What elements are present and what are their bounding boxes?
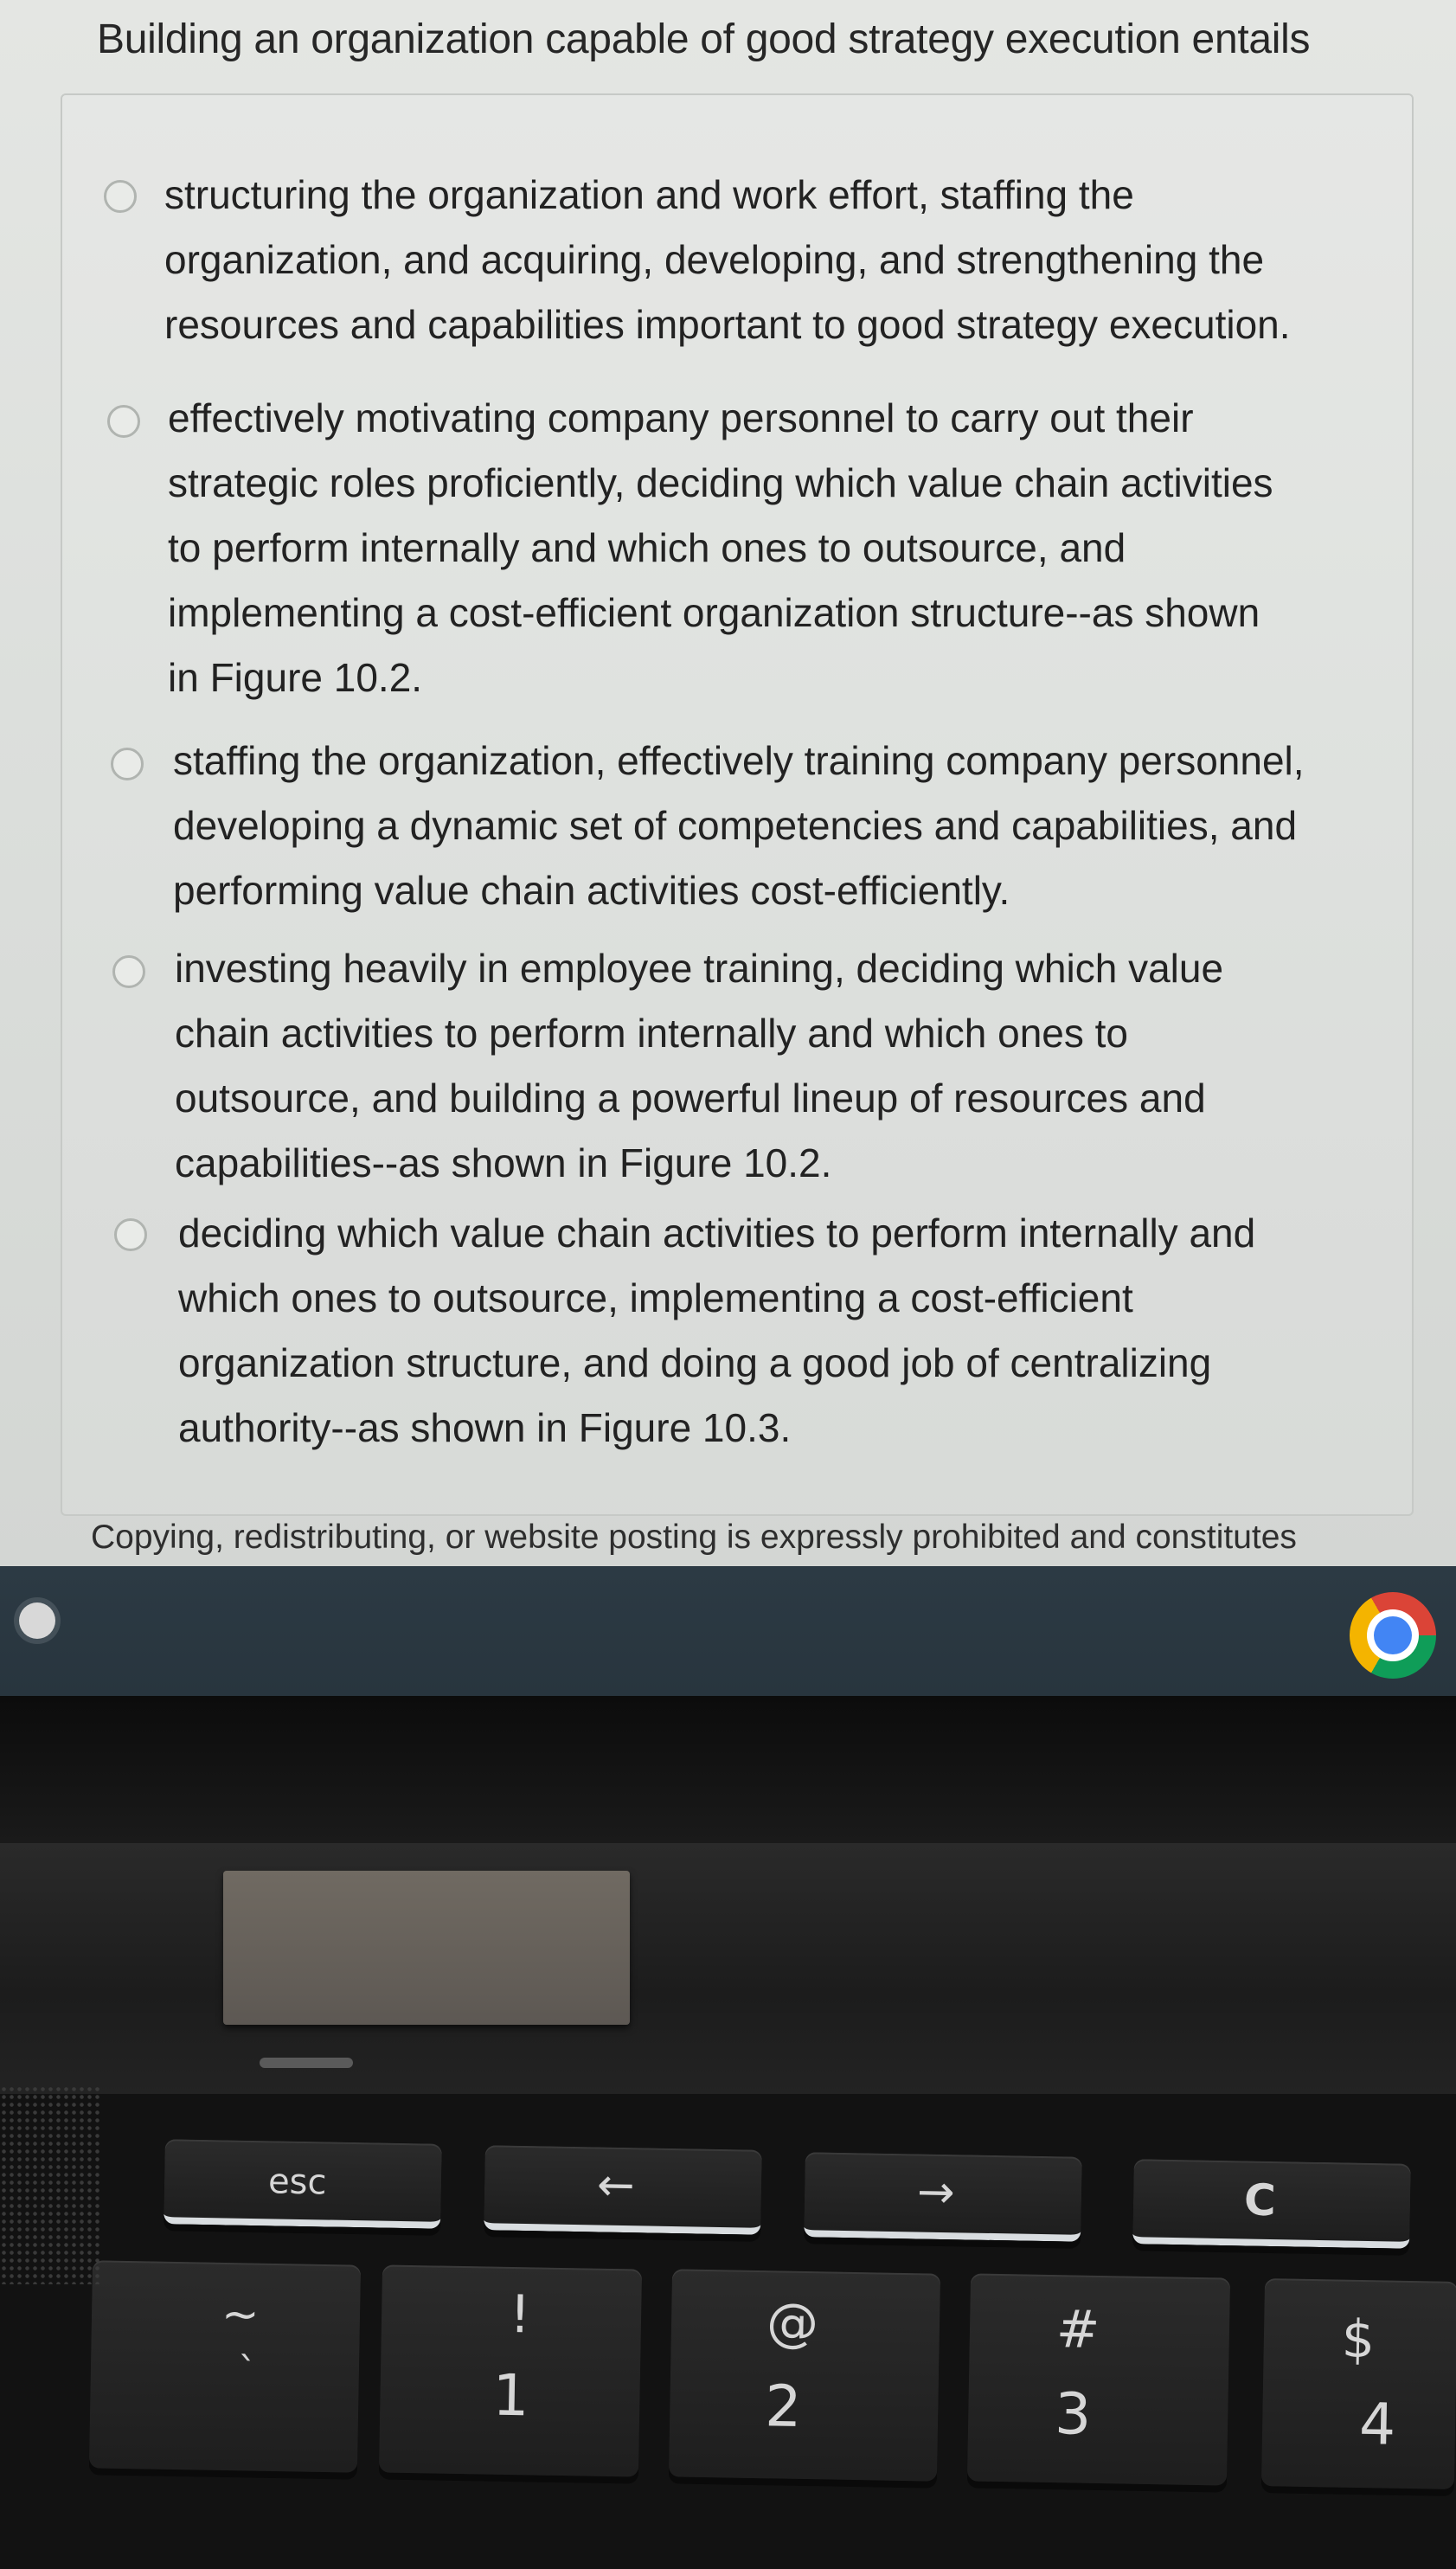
key-bottom-label: 1 [491, 2361, 530, 2430]
screen-bezel [0, 1696, 1456, 1843]
option-line: performing value chain activities cost-efficiently. [173, 868, 1010, 913]
launcher-circle-icon[interactable] [19, 1602, 55, 1639]
radio-button[interactable] [107, 405, 140, 438]
key-bottom-label: ` [237, 2349, 258, 2394]
radio-button[interactable] [111, 748, 144, 780]
option-line: staffing the organization, effectively training company personnel, [173, 738, 1305, 783]
option-line: outsource, and building a powerful lineup of resources and [175, 1076, 1206, 1121]
option-line: organization structure, and doing a good job of centralizing [178, 1340, 1212, 1385]
key-bottom-label: 3 [1054, 2380, 1092, 2448]
option-text [168, 386, 1414, 710]
option-text [173, 729, 1419, 923]
key-top-label: # [1055, 2299, 1100, 2361]
option-line: which ones to outsource, implementing a cost-efficient [178, 1275, 1133, 1320]
forward-key[interactable] [804, 2152, 1082, 2242]
option-line: implementing a cost-efficient organization structure--as shown [168, 590, 1260, 635]
back-arrow-icon: ← [596, 2159, 636, 2213]
option-line: in Figure 10.2. [168, 655, 423, 700]
option-text [178, 1201, 1424, 1461]
key-top-label: ! [509, 2283, 531, 2346]
key-1[interactable] [379, 2264, 642, 2476]
option-line: authority--as shown in Figure 10.3. [178, 1405, 792, 1450]
esc-key[interactable] [164, 2139, 442, 2229]
status-light [260, 2058, 353, 2068]
tilde-key[interactable] [89, 2260, 361, 2472]
key-top-label: ~ [221, 2288, 260, 2341]
option-line: organization, and acquiring, developing, and strengthening the [164, 237, 1265, 282]
key-2[interactable] [669, 2269, 940, 2481]
copyright-notice: Copying, redistributing, or website posting is expressly prohibited and constitutes [91, 1519, 1297, 1556]
key-label: esc [267, 2161, 327, 2203]
key-top-label: $ [1341, 2309, 1376, 2371]
question-text: Building an organization capable of good strategy execution entails [97, 16, 1311, 62]
forward-arrow-icon: → [916, 2166, 956, 2219]
option-line: developing a dynamic set of competencies and capabilities, and [173, 803, 1298, 848]
radio-button[interactable] [112, 955, 145, 988]
option-line: resources and capabilities important to good strategy execution. [164, 302, 1291, 347]
radio-button[interactable] [114, 1218, 147, 1251]
answer-options-panel [61, 93, 1414, 1516]
option-line: effectively motivating company personnel to carry out their [168, 395, 1194, 440]
key-4[interactable] [1261, 2278, 1456, 2489]
option-text [175, 936, 1421, 1196]
option-line: strategic roles proficiently, deciding which value chain activities [168, 460, 1273, 505]
option-line: capabilities--as shown in Figure 10.2. [175, 1140, 832, 1185]
speaker-grille [0, 2085, 99, 2284]
radio-button[interactable] [104, 180, 137, 213]
key-top-label: @ [766, 2292, 819, 2354]
back-key[interactable] [484, 2145, 762, 2235]
laptop-hinge [0, 1843, 1456, 2094]
shelf-taskbar [0, 1566, 1456, 1696]
chrome-icon[interactable] [1350, 1592, 1436, 1679]
option-line: chain activities to perform internally and which ones to [175, 1011, 1129, 1056]
laptop-sticker [223, 1871, 630, 2025]
option-line: structuring the organization and work effort, staffing the [164, 172, 1134, 217]
option-line: deciding which value chain activities to perform internally and [178, 1211, 1256, 1256]
keyboard [0, 2094, 1456, 2569]
key-bottom-label: 2 [764, 2373, 803, 2440]
option-text [164, 163, 1410, 357]
refresh-icon: C [1243, 2174, 1277, 2226]
option-line: to perform internally and which ones to outsource, and [168, 525, 1126, 570]
key-bottom-label: 4 [1358, 2391, 1396, 2458]
refresh-key[interactable] [1132, 2159, 1411, 2249]
option-line: investing heavily in employee training, deciding which value [175, 946, 1224, 991]
key-3[interactable] [967, 2273, 1230, 2485]
